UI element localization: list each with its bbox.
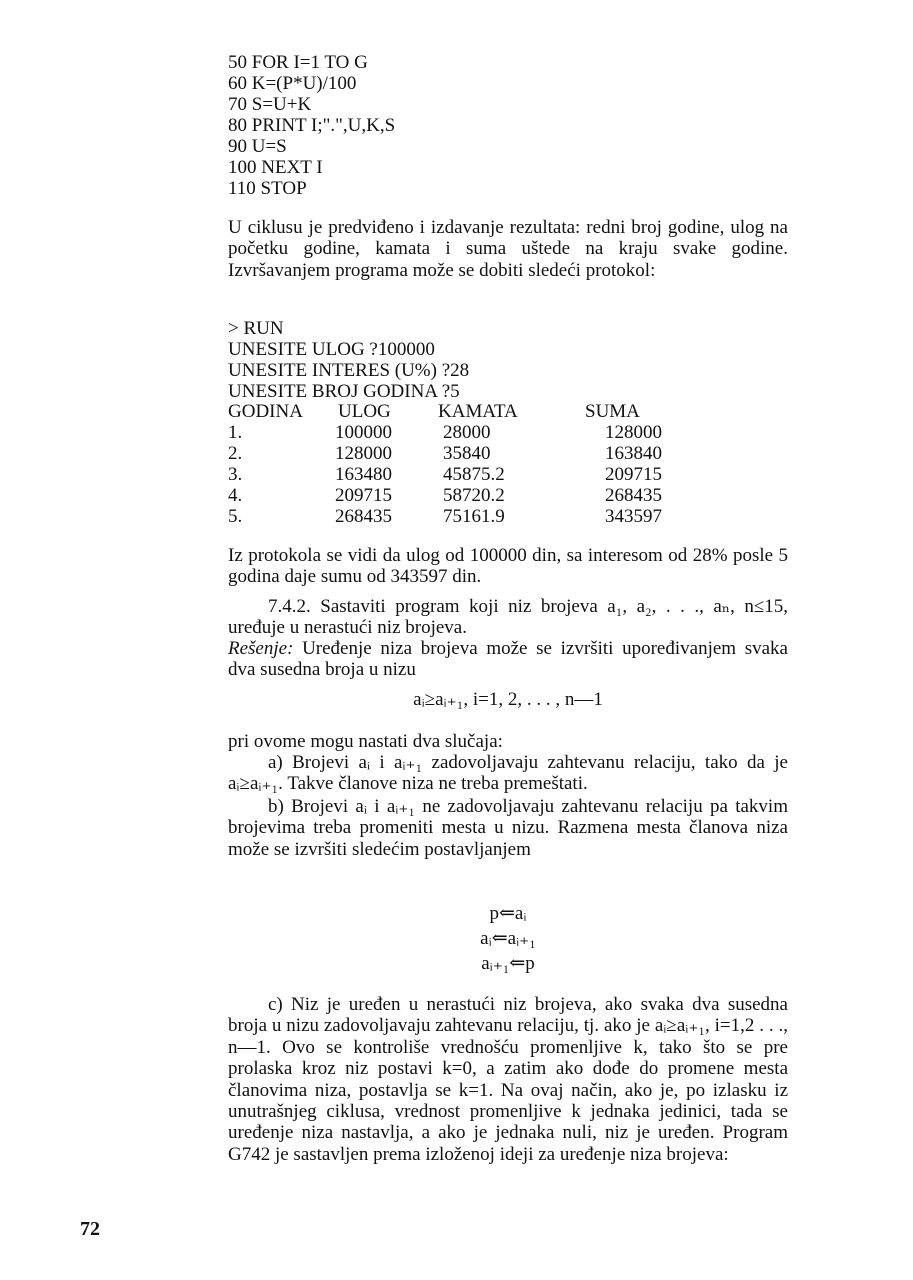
header-cell: GODINA [228,401,303,422]
run-line: > RUN [228,318,284,339]
header-cell: ULOG [338,401,391,422]
case-c: c) Niz je uređen u nerastući niz brojeva, ako svaka dva susedna broja u nizu zadovoljavaju zahtevanu relaciju, tj. ako je aᵢ≥aᵢ₊₁, i=1,2 . . ., n—1. Ovo se kontroliše vrednošću promenljive k, tako što se pre prolaska kroz niz postavi k=0, a zatim ako dođe do promene mesta članovima niza, postavlja se k=1. Na ovaj način, ako je, po izlasku iz unutrašnjeg ciklusa, vrednost promenljive k jednaka jedinici, tada se uređenje niza nastavlja, a ako je jednaka nuli, niz je uređen. Program G742 je sastavljen prema izloženoj ideji za uređenje niza brojeva: [228,994,788,1165]
code-line: 110 STOP [228,178,307,199]
page-number: 72 [80,1218,100,1240]
table-cell: 1. [228,422,243,443]
header-cell: KAMATA [438,401,518,422]
table-cell: 128000 [335,443,392,464]
run-line: UNESITE INTERES (U%) ?28 [228,360,470,381]
table-cell: 209715 [605,464,662,485]
table-cell: 75161.9 [443,506,505,527]
solution-paragraph [228,638,788,681]
code-line: 90 U=S [228,136,287,157]
table-cell: 209715 [335,485,392,506]
header-cell: SUMA [585,401,640,422]
run-line: UNESITE BROJ GODINA ?5 [228,381,460,402]
run-line: UNESITE ULOG ?100000 [228,339,435,360]
swap-line: aᵢ⇐aᵢ₊₁ [480,928,536,949]
code-line: 100 NEXT I [228,157,323,178]
table-cell: 5. [228,506,243,527]
code-line: 60 K=(P*U)/100 [228,73,357,94]
case-b: b) Brojevi aᵢ i aᵢ₊₁ ne zadovoljavaju zahtevanu relaciju pa takvim brojevima treba promeniti mesta u nizu. Razmena mesta članova niza može se izvršiti sledećim postavljanjem [228,796,788,860]
table-cell: 58720.2 [443,485,505,506]
swap-line: aᵢ₊₁⇐p [481,953,535,974]
paragraph-cases: pri ovome mogu nastati dva slučaja: [228,731,503,752]
table-cell: 28000 [443,422,491,443]
table-cell: 163840 [605,443,662,464]
table-cell: 45875.2 [443,464,505,485]
table-cell: 4. [228,485,243,506]
solution-label: Rešenje: [228,638,294,659]
case-a: a) Brojevi aᵢ i aᵢ₊₁ zadovoljavaju zahtevanu relaciju, tako da je aᵢ≥aᵢ₊₁. Takve članove niza ne treba premeštati. [228,752,788,795]
table-cell: 343597 [605,506,662,527]
table-cell: 128000 [605,422,662,443]
table-cell: 3. [228,464,243,485]
table-cell: 2. [228,443,243,464]
paragraph-intro: U ciklusu je predviđeno i izdavanje rezultata: redni broj godine, ulog na početku godine, kamata i suma uštede na kraju svake godine. Izvršavanjem programa može se dobiti sledeći protokol: [228,217,788,281]
code-line: 70 S=U+K [228,94,312,115]
table-cell: 163480 [335,464,392,485]
solution-text: Uređenje niza brojeva može se izvršiti upoređivanjem svaka dva susedna broja u nizu [228,638,788,681]
table-cell: 268435 [335,506,392,527]
code-line: 80 PRINT I;".",U,K,S [228,115,396,136]
table-cell: 268435 [605,485,662,506]
paragraph-conclusion: Iz protokola se vidi da ulog od 100000 din, sa interesom od 28% posle 5 godina daje sumu od 343597 din. [228,545,788,588]
table-cell: 35840 [443,443,491,464]
task-statement: 7.4.2. Sastaviti program koji niz brojeva a₁, a₂, . . ., aₙ, n≤15, uređuje u nerastući niz brojeva. [228,596,788,639]
swap-line: p⇐aᵢ [489,903,527,924]
table-cell: 100000 [335,422,392,443]
code-line: 50 FOR I=1 TO G [228,52,368,73]
formula-relation: aᵢ≥aᵢ₊₁, i=1, 2, . . . , n—1 [413,689,603,710]
